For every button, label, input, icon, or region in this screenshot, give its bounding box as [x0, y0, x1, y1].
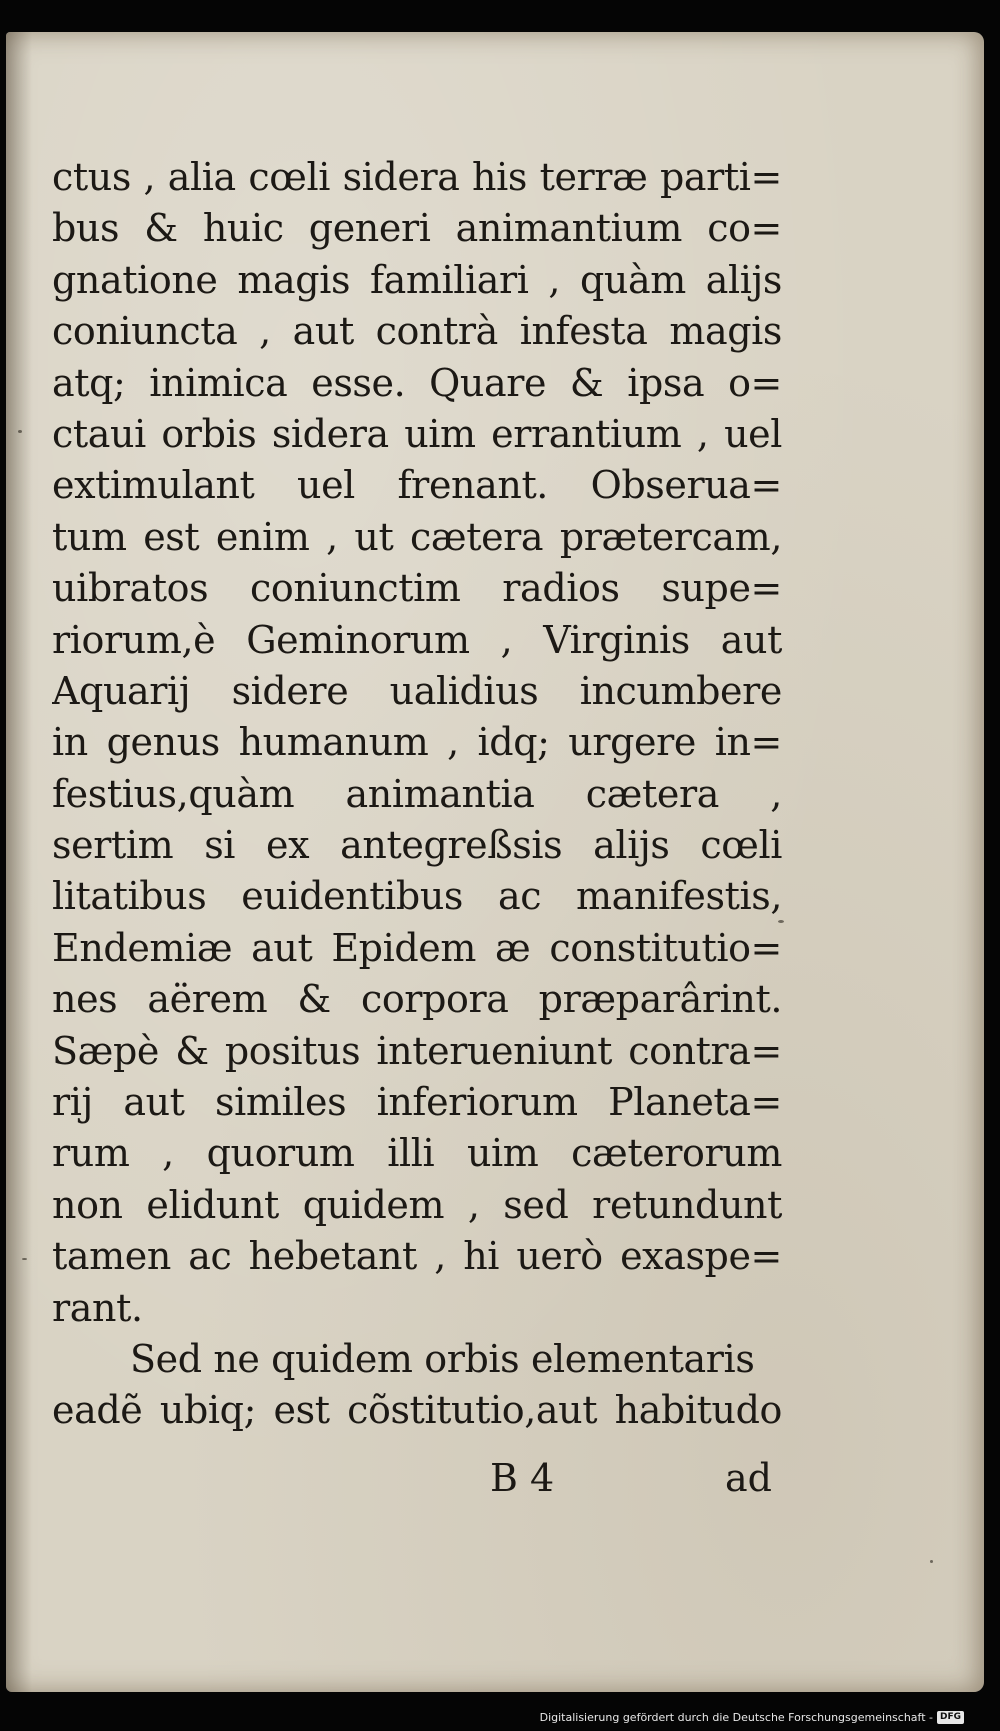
text-line-4: coniuncta , aut contrà infesta magis	[52, 309, 782, 354]
text-line-13: festius,quàm animantia cætera ,	[52, 771, 782, 816]
text-line-8: tum est enim , ut cætera prætercam,	[52, 514, 782, 559]
text-line-1: ctus , alia cœli sidera his terræ parti=	[52, 155, 782, 199]
text-line-11: Aquarij sidere ualidius incumbere	[52, 668, 782, 713]
text-line-24: Sed ne quidem orbis elementaris	[130, 1336, 755, 1381]
text-line-23: rant.	[52, 1285, 143, 1330]
signature-mark: B 4	[490, 1456, 555, 1500]
text-line-18: Sæpè & positus interueniunt contra=	[52, 1028, 782, 1073]
paper-speck	[22, 1258, 27, 1260]
text-line-19: rij aut similes inferiorum Planeta=	[52, 1080, 782, 1125]
text-line-22: tamen ac hebetant , hi uerò exaspe=	[52, 1234, 782, 1279]
text-line-16: Endemiæ aut Epidem æ constitutio=	[52, 925, 782, 970]
text-line-14: sertim si ex antegreßsis alijs cœli	[52, 823, 782, 868]
page-gutter-shadow	[6, 32, 32, 1692]
dfg-logo: DFG	[937, 1711, 964, 1724]
body-text	[52, 152, 782, 1437]
catchword: ad	[725, 1456, 772, 1500]
text-line-21: non elidunt quidem , sed retundunt	[52, 1182, 782, 1227]
catchline	[490, 1456, 772, 1506]
text-line-20: rum , quorum illi uim cæterorum	[52, 1131, 782, 1176]
text-line-9: uibratos coniunctim radios supe=	[52, 566, 782, 611]
paper-speck	[18, 430, 22, 433]
text-line-2: bus & huic generi animantium co=	[52, 206, 782, 251]
text-line-6: ctaui orbis sidera uim errantium , uel	[52, 411, 782, 456]
text-line-17: nes aërem & corpora præparârint.	[52, 977, 782, 1022]
paper-speck	[930, 1560, 933, 1563]
text-line-15: litatibus euidentibus ac manifestis,	[52, 874, 782, 919]
text-line-3: gnatione magis familiari , quàm alijs	[52, 257, 782, 302]
digitization-credit	[540, 1709, 964, 1725]
text-line-5: atq; inimica esse. Quare & ipsa o=	[52, 360, 782, 405]
text-line-7: extimulant uel frenant. Obserua=	[52, 463, 782, 508]
credit-text: Digitalisierung gefördert durch die Deutsche Forschungsgemeinschaft -	[539, 1710, 933, 1724]
text-line-25: eadẽ ubiq; est cõstitutio,aut habitudo	[52, 1388, 782, 1433]
text-line-12: in genus humanum , idq; urgere in=	[52, 720, 782, 765]
text-line-10: riorum,è Geminorum , Virginis aut	[52, 617, 782, 662]
